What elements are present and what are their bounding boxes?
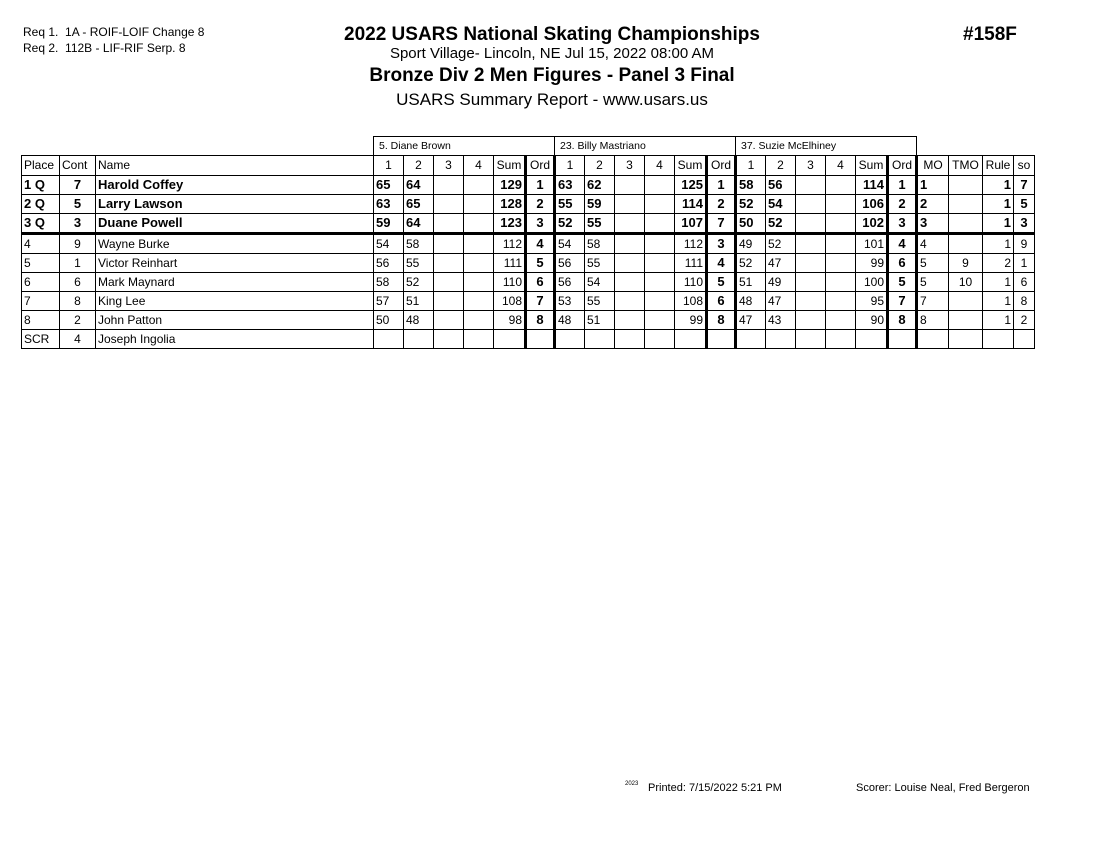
col-j2-s2: 2 — [585, 155, 615, 175]
judge-3-sum: 102 — [856, 213, 888, 233]
event-location: Sport Village- Lincoln, NE Jul 15, 2022 08:00 AM — [389, 45, 715, 62]
so-cell: 1 — [1014, 253, 1035, 272]
judge-2-sum: 107 — [675, 213, 707, 233]
rule-cell: 1 — [983, 194, 1014, 213]
so-cell: 8 — [1014, 291, 1035, 310]
judge-2-score-3 — [615, 194, 645, 213]
judge-3-sum: 99 — [856, 253, 888, 272]
col-j1-sum: Sum — [494, 155, 526, 175]
cont-cell: 8 — [60, 291, 96, 310]
judge-3-name: 37. Suzie McElhiney — [736, 137, 917, 156]
judge-1-score-3 — [434, 175, 464, 194]
judge-1-score-2: 55 — [404, 253, 434, 272]
judge-1-score-1: 54 — [374, 233, 404, 253]
mo-cell: 2 — [917, 194, 949, 213]
judge-1-score-3 — [434, 194, 464, 213]
judge-1-sum — [494, 329, 526, 348]
tmo-cell: 10 — [949, 272, 983, 291]
judge-2-score-2: 62 — [585, 175, 615, 194]
table-row — [22, 213, 1035, 233]
requirement-2: Req 2. 112B - LIF-RIF Serp. 8 — [23, 41, 186, 55]
judge-3-score-3 — [796, 272, 826, 291]
mo-cell: 7 — [917, 291, 949, 310]
judge-1-score-1: 63 — [374, 194, 404, 213]
judge-2-score-3 — [615, 329, 645, 348]
judge-3-sum: 106 — [856, 194, 888, 213]
judge-2-sum: 108 — [675, 291, 707, 310]
judge-1-score-2 — [404, 329, 434, 348]
judge-2-score-4 — [645, 175, 675, 194]
so-cell: 9 — [1014, 233, 1035, 253]
judge-1-score-2: 65 — [404, 194, 434, 213]
table-row — [22, 310, 1035, 329]
cont-cell: 4 — [60, 329, 96, 348]
col-j1-s1: 1 — [374, 155, 404, 175]
judge-3-score-1: 58 — [736, 175, 766, 194]
judge-3-score-2: 52 — [766, 233, 796, 253]
judge-1-ordinal: 6 — [526, 272, 555, 291]
judge-3-ordinal: 1 — [888, 175, 917, 194]
mo-cell: 1 — [917, 175, 949, 194]
tmo-cell — [949, 329, 983, 348]
judge-1-score-3 — [434, 233, 464, 253]
col-j2-s4: 4 — [645, 155, 675, 175]
footer-code: 2023 — [625, 781, 639, 787]
judge-1-name: 5. Diane Brown — [374, 137, 555, 156]
col-j3-s1: 1 — [736, 155, 766, 175]
judge-1-sum: 108 — [494, 291, 526, 310]
judge-1-score-2: 51 — [404, 291, 434, 310]
judge-3-ordinal: 2 — [888, 194, 917, 213]
cont-cell: 1 — [60, 253, 96, 272]
mo-cell — [917, 329, 949, 348]
skater-name-cell: King Lee — [96, 291, 374, 310]
cont-cell: 9 — [60, 233, 96, 253]
skater-name-cell: Harold Coffey — [96, 175, 374, 194]
judge-1-ordinal: 8 — [526, 310, 555, 329]
judge-3-score-4 — [826, 310, 856, 329]
judge-2-ordinal: 7 — [707, 213, 736, 233]
judge-2-score-3 — [615, 291, 645, 310]
judge-3-score-2: 47 — [766, 253, 796, 272]
judge-2-sum: 125 — [675, 175, 707, 194]
col-mo: MO — [917, 155, 949, 175]
judge-1-score-4 — [464, 194, 494, 213]
judge-1-score-2: 58 — [404, 233, 434, 253]
judge-2-ordinal: 5 — [707, 272, 736, 291]
judge-1-sum: 98 — [494, 310, 526, 329]
judge-3-score-3 — [796, 213, 826, 233]
cont-cell: 2 — [60, 310, 96, 329]
tmo-cell — [949, 213, 983, 233]
table-row — [22, 329, 1035, 348]
judge-3-score-1: 50 — [736, 213, 766, 233]
judge-1-score-4 — [464, 213, 494, 233]
mo-cell: 5 — [917, 253, 949, 272]
skater-name-cell: Larry Lawson — [96, 194, 374, 213]
judge-2-score-2 — [585, 329, 615, 348]
judge-2-score-1: 63 — [555, 175, 585, 194]
tmo-cell — [949, 291, 983, 310]
rule-cell: 2 — [983, 253, 1014, 272]
judge-2-ordinal: 2 — [707, 194, 736, 213]
judge-2-score-1: 56 — [555, 253, 585, 272]
judge-3-score-2 — [766, 329, 796, 348]
mo-cell: 4 — [917, 233, 949, 253]
judge-3-score-4 — [826, 253, 856, 272]
footer-printed: Printed: 7/15/2022 5:21 PM — [648, 782, 782, 794]
col-j1-s3: 3 — [434, 155, 464, 175]
judge-3-score-4 — [826, 175, 856, 194]
judge-2-ordinal: 8 — [707, 310, 736, 329]
col-j1-ord: Ord — [526, 155, 555, 175]
judge-2-score-3 — [615, 175, 645, 194]
judge-1-ordinal — [526, 329, 555, 348]
report-name: USARS Summary Report - www.usars.us — [396, 90, 708, 109]
col-j1-s2: 2 — [404, 155, 434, 175]
judge-2-score-4 — [645, 272, 675, 291]
place-cell: 6 — [22, 272, 60, 291]
col-j3-ord: Ord — [888, 155, 917, 175]
so-cell: 6 — [1014, 272, 1035, 291]
judge-3-score-1 — [736, 329, 766, 348]
judge-1-score-1: 50 — [374, 310, 404, 329]
judge-2-score-1: 48 — [555, 310, 585, 329]
skater-name-cell: Joseph Ingolia — [96, 329, 374, 348]
judge-1-score-4 — [464, 272, 494, 291]
judge-1-score-3 — [434, 310, 464, 329]
judge-2-sum: 110 — [675, 272, 707, 291]
col-place: Place — [22, 155, 60, 175]
tmo-cell — [949, 175, 983, 194]
so-cell: 3 — [1014, 213, 1035, 233]
judge-1-ordinal: 4 — [526, 233, 555, 253]
judge-2-score-1: 52 — [555, 213, 585, 233]
judge-3-score-1: 51 — [736, 272, 766, 291]
place-cell: 4 — [22, 233, 60, 253]
so-cell — [1014, 329, 1035, 348]
judge-1-score-1: 65 — [374, 175, 404, 194]
judge-3-sum: 101 — [856, 233, 888, 253]
tmo-cell: 9 — [949, 253, 983, 272]
judge-2-score-2: 55 — [585, 291, 615, 310]
skater-name-cell: Duane Powell — [96, 213, 374, 233]
judge-3-ordinal: 4 — [888, 233, 917, 253]
judge-1-score-4 — [464, 233, 494, 253]
judge-3-score-2: 54 — [766, 194, 796, 213]
judge-2-ordinal: 3 — [707, 233, 736, 253]
judge-2-ordinal: 6 — [707, 291, 736, 310]
table-row — [22, 272, 1035, 291]
judge-1-sum: 123 — [494, 213, 526, 233]
col-j2-ord: Ord — [707, 155, 736, 175]
judge-3-score-4 — [826, 213, 856, 233]
table-row — [22, 175, 1035, 194]
judge-3-ordinal: 6 — [888, 253, 917, 272]
rule-cell — [983, 329, 1014, 348]
col-cont: Cont — [60, 155, 96, 175]
judge-3-ordinal — [888, 329, 917, 348]
place-cell: 1 Q — [22, 175, 60, 194]
judge-2-score-2: 58 — [585, 233, 615, 253]
so-cell: 7 — [1014, 175, 1035, 194]
judge-3-ordinal: 5 — [888, 272, 917, 291]
results-table — [21, 136, 1035, 349]
rule-cell: 1 — [983, 272, 1014, 291]
judge-1-score-1: 57 — [374, 291, 404, 310]
judge-3-score-2: 49 — [766, 272, 796, 291]
col-j3-s3: 3 — [796, 155, 826, 175]
judge-3-score-1: 47 — [736, 310, 766, 329]
rule-cell: 1 — [983, 310, 1014, 329]
judges-header-row — [22, 137, 1035, 156]
judge-3-sum — [856, 329, 888, 348]
mo-cell: 5 — [917, 272, 949, 291]
judge-3-score-3 — [796, 233, 826, 253]
judge-2-sum: 114 — [675, 194, 707, 213]
judge-3-score-1: 52 — [736, 253, 766, 272]
judge-1-ordinal: 1 — [526, 175, 555, 194]
table-row — [22, 253, 1035, 272]
mo-cell: 3 — [917, 213, 949, 233]
judge-2-score-1: 54 — [555, 233, 585, 253]
judge-2-score-4 — [645, 233, 675, 253]
judge-3-score-3 — [796, 291, 826, 310]
judge-2-ordinal: 1 — [707, 175, 736, 194]
judge-2-score-3 — [615, 233, 645, 253]
judge-3-score-3 — [796, 310, 826, 329]
judge-2-score-2: 51 — [585, 310, 615, 329]
judge-3-score-1: 52 — [736, 194, 766, 213]
judge-2-sum: 112 — [675, 233, 707, 253]
skater-name-cell: Wayne Burke — [96, 233, 374, 253]
judge-2-score-3 — [615, 310, 645, 329]
judge-2-score-4 — [645, 329, 675, 348]
judge-1-score-1: 56 — [374, 253, 404, 272]
place-cell: SCR — [22, 329, 60, 348]
judge-3-score-3 — [796, 329, 826, 348]
judge-1-score-1: 58 — [374, 272, 404, 291]
table-row — [22, 291, 1035, 310]
judge-3-score-2: 52 — [766, 213, 796, 233]
judge-3-score-1: 49 — [736, 233, 766, 253]
judge-1-score-1 — [374, 329, 404, 348]
tmo-cell — [949, 310, 983, 329]
judge-3-score-3 — [796, 175, 826, 194]
judge-1-score-4 — [464, 310, 494, 329]
judge-1-score-2: 48 — [404, 310, 434, 329]
judge-1-score-3 — [434, 329, 464, 348]
judge-1-ordinal: 2 — [526, 194, 555, 213]
col-tmo: TMO — [949, 155, 983, 175]
judge-2-ordinal: 4 — [707, 253, 736, 272]
col-j2-sum: Sum — [675, 155, 707, 175]
place-cell: 2 Q — [22, 194, 60, 213]
judge-1-sum: 129 — [494, 175, 526, 194]
place-cell: 5 — [22, 253, 60, 272]
so-cell: 2 — [1014, 310, 1035, 329]
judge-2-name: 23. Billy Mastriano — [555, 137, 736, 156]
judge-2-score-3 — [615, 272, 645, 291]
judge-1-score-4 — [464, 253, 494, 272]
judge-2-score-2: 55 — [585, 253, 615, 272]
col-j2-s1: 1 — [555, 155, 585, 175]
page-title: 2022 USARS National Skating Championships — [344, 24, 760, 45]
judge-2-score-1: 55 — [555, 194, 585, 213]
table-row — [22, 194, 1035, 213]
judge-3-score-1: 48 — [736, 291, 766, 310]
rule-cell: 1 — [983, 213, 1014, 233]
place-cell: 8 — [22, 310, 60, 329]
judge-2-score-3 — [615, 213, 645, 233]
judge-1-score-1: 59 — [374, 213, 404, 233]
judge-2-score-4 — [645, 213, 675, 233]
judge-1-score-2: 64 — [404, 175, 434, 194]
judge-2-score-1 — [555, 329, 585, 348]
judge-1-score-3 — [434, 213, 464, 233]
cont-cell: 3 — [60, 213, 96, 233]
judge-1-sum: 110 — [494, 272, 526, 291]
judge-3-sum: 100 — [856, 272, 888, 291]
judge-3-ordinal: 7 — [888, 291, 917, 310]
judge-2-score-3 — [615, 253, 645, 272]
judge-3-ordinal: 3 — [888, 213, 917, 233]
place-cell: 3 Q — [22, 213, 60, 233]
skater-name-cell: Mark Maynard — [96, 272, 374, 291]
judge-3-sum: 90 — [856, 310, 888, 329]
judge-1-score-4 — [464, 291, 494, 310]
judge-2-score-4 — [645, 310, 675, 329]
judge-1-score-2: 52 — [404, 272, 434, 291]
judge-2-score-1: 56 — [555, 272, 585, 291]
column-header-row — [22, 155, 1035, 175]
col-name: Name — [96, 155, 374, 175]
judge-1-sum: 128 — [494, 194, 526, 213]
judge-3-score-4 — [826, 233, 856, 253]
cont-cell: 6 — [60, 272, 96, 291]
judge-3-score-2: 56 — [766, 175, 796, 194]
judge-2-sum: 111 — [675, 253, 707, 272]
judge-3-score-3 — [796, 253, 826, 272]
col-j3-s2: 2 — [766, 155, 796, 175]
judge-1-score-3 — [434, 291, 464, 310]
footer-scorer: Scorer: Louise Neal, Fred Bergeron — [856, 782, 1030, 794]
mo-cell: 8 — [917, 310, 949, 329]
judge-3-score-4 — [826, 329, 856, 348]
judge-2-score-2: 59 — [585, 194, 615, 213]
judge-3-score-2: 43 — [766, 310, 796, 329]
judge-3-score-4 — [826, 291, 856, 310]
judge-3-sum: 95 — [856, 291, 888, 310]
judge-1-score-4 — [464, 175, 494, 194]
table-row — [22, 233, 1035, 253]
rule-cell: 1 — [983, 233, 1014, 253]
judge-2-ordinal — [707, 329, 736, 348]
skater-name-cell: Victor Reinhart — [96, 253, 374, 272]
so-cell: 5 — [1014, 194, 1035, 213]
event-name: Bronze Div 2 Men Figures - Panel 3 Final — [369, 65, 735, 86]
judge-2-score-4 — [645, 291, 675, 310]
judge-2-score-4 — [645, 194, 675, 213]
rule-cell: 1 — [983, 291, 1014, 310]
skater-name-cell: John Patton — [96, 310, 374, 329]
judge-3-score-4 — [826, 194, 856, 213]
col-so: so — [1014, 155, 1035, 175]
judge-1-ordinal: 5 — [526, 253, 555, 272]
judge-2-score-4 — [645, 253, 675, 272]
judge-2-score-2: 55 — [585, 213, 615, 233]
judge-3-score-2: 47 — [766, 291, 796, 310]
judge-1-ordinal: 7 — [526, 291, 555, 310]
cont-cell: 7 — [60, 175, 96, 194]
col-j3-sum: Sum — [856, 155, 888, 175]
judge-3-sum: 114 — [856, 175, 888, 194]
judge-1-score-3 — [434, 253, 464, 272]
judge-1-score-3 — [434, 272, 464, 291]
tmo-cell — [949, 233, 983, 253]
judge-3-score-4 — [826, 272, 856, 291]
judge-3-score-3 — [796, 194, 826, 213]
col-j3-s4: 4 — [826, 155, 856, 175]
judge-3-ordinal: 8 — [888, 310, 917, 329]
judge-2-sum — [675, 329, 707, 348]
col-rule: Rule — [983, 155, 1014, 175]
tmo-cell — [949, 194, 983, 213]
judge-1-score-2: 64 — [404, 213, 434, 233]
judge-2-score-2: 54 — [585, 272, 615, 291]
judge-1-score-4 — [464, 329, 494, 348]
judge-1-sum: 111 — [494, 253, 526, 272]
col-j1-s4: 4 — [464, 155, 494, 175]
place-cell: 7 — [22, 291, 60, 310]
cont-cell: 5 — [60, 194, 96, 213]
requirement-1: Req 1. 1A - ROIF-LOIF Change 8 — [23, 25, 205, 39]
rule-cell: 1 — [983, 175, 1014, 194]
judge-1-sum: 112 — [494, 233, 526, 253]
judge-1-ordinal: 3 — [526, 213, 555, 233]
event-number: #158F — [963, 24, 1017, 45]
judge-2-sum: 99 — [675, 310, 707, 329]
col-j2-s3: 3 — [615, 155, 645, 175]
judge-2-score-1: 53 — [555, 291, 585, 310]
